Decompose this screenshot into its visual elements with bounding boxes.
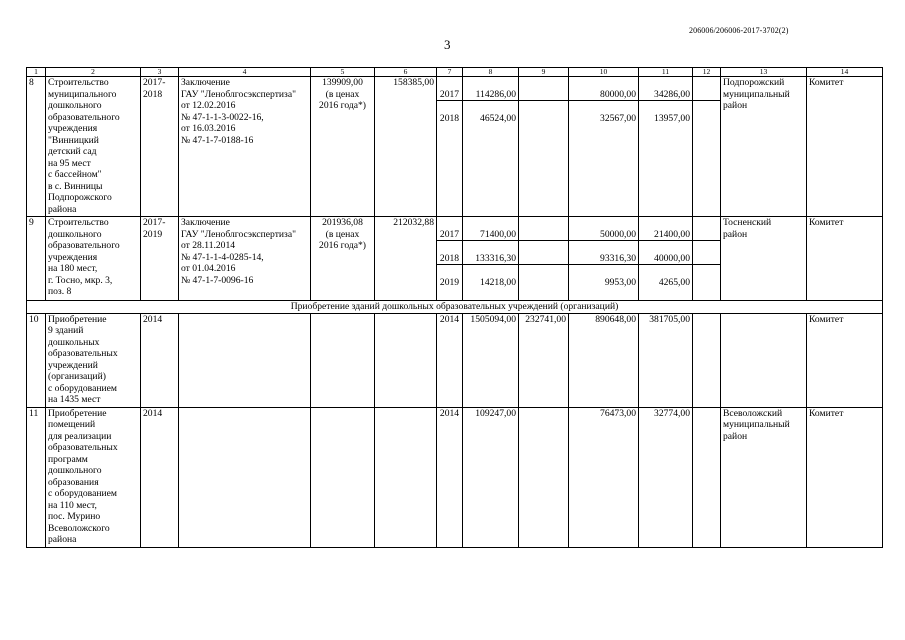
district: Тосненский район — [721, 217, 807, 301]
column-number: 2 — [46, 68, 141, 77]
col6-value: 158385,00 — [375, 77, 437, 217]
period: 2017- 2019 — [141, 217, 179, 301]
page-number: 3 — [444, 37, 451, 52]
row-number: 8 — [27, 77, 46, 217]
value — [693, 113, 720, 125]
value — [519, 277, 568, 289]
period: 2014 — [141, 407, 179, 547]
year: 2019 — [439, 276, 460, 288]
district: Подпорожский муниципальный район — [721, 77, 807, 217]
column-number: 1 — [27, 68, 46, 77]
value — [693, 253, 720, 266]
col6-value — [375, 407, 437, 547]
district: Всеволожский муниципальный район — [721, 407, 807, 547]
table-row — [27, 407, 883, 547]
estimated-cost — [311, 313, 375, 407]
col10-values — [569, 217, 639, 301]
value: 93316,30 — [569, 253, 638, 266]
column-number: 13 — [721, 68, 807, 77]
column-number: 14 — [807, 68, 883, 77]
column-number-row — [27, 68, 883, 77]
col12-value — [693, 313, 721, 407]
responsible: Комитет — [807, 217, 883, 301]
value: 32567,00 — [600, 112, 636, 124]
col12-values — [693, 77, 721, 217]
column-number: 8 — [463, 68, 519, 77]
year: 2018 — [439, 112, 460, 124]
section-title: Приобретение зданий дошкольных образовательных учреждений (организаций) — [27, 300, 883, 313]
col10-value: 76473,00 — [569, 407, 639, 547]
value — [519, 229, 568, 242]
column-number: 7 — [437, 68, 463, 77]
value — [693, 229, 720, 242]
value: 71400,00 — [463, 229, 518, 242]
value — [519, 89, 568, 102]
value: 13957,00 — [654, 112, 690, 124]
value: 50000,00 — [569, 229, 638, 242]
column-number: 9 — [519, 68, 569, 77]
document-code: 206006/206006-2017-3702(2) — [689, 26, 789, 35]
years — [437, 77, 463, 217]
expertise-conclusion — [179, 407, 311, 547]
year: 2018 — [437, 253, 462, 266]
value: 114286,00 — [463, 89, 518, 102]
col12-values — [693, 217, 721, 301]
column-number: 3 — [141, 68, 179, 77]
col6-value: 212032,88 — [375, 217, 437, 301]
col10-value: 890648,00 — [569, 313, 639, 407]
value: 4265,00 — [658, 276, 690, 288]
col8-values — [463, 77, 519, 217]
estimated-cost: 201936,08 (в ценах 2016 года*) — [311, 217, 375, 301]
table-row — [27, 313, 883, 407]
years — [437, 217, 463, 301]
object-name: Приобретение 9 зданий дошкольных образовательных учреждений (организаций) с оборудованием на 1435 мест — [46, 313, 141, 407]
value — [519, 113, 568, 125]
column-number: 12 — [693, 68, 721, 77]
col10-values — [569, 77, 639, 217]
expertise-conclusion — [179, 313, 311, 407]
responsible: Комитет — [807, 407, 883, 547]
col9-values — [519, 77, 569, 217]
year: 2014 — [437, 313, 463, 407]
expertise-conclusion: Заключение ГАУ "Леноблгосэкспертиза" от 28.11.2014 № 47-1-1-4-0285-14, от 01.04.2016 № 47-1-7-0096-16 — [179, 217, 311, 301]
table-row — [27, 217, 883, 301]
object-name: Строительство дошкольного образовательного учреждения на 180 мест, г. Тосно, мкр. 3, поз. 8 — [46, 217, 141, 301]
col9-value: 232741,00 — [519, 313, 569, 407]
col6-value — [375, 313, 437, 407]
row-number: 9 — [27, 217, 46, 301]
value: 14218,00 — [480, 276, 516, 288]
row-number: 11 — [27, 407, 46, 547]
value — [693, 277, 720, 289]
col9-value — [519, 407, 569, 547]
value: 34286,00 — [639, 89, 692, 102]
col12-value — [693, 407, 721, 547]
period: 2014 — [141, 313, 179, 407]
object-name: Строительство муниципального дошкольного образовательного учреждения "Винницкий детский сад на 95 мест с бассейном" в с. Винницы Подпорожского района — [46, 77, 141, 217]
col8-values — [463, 217, 519, 301]
year: 2017 — [437, 89, 462, 102]
period: 2017- 2018 — [141, 77, 179, 217]
column-number: 4 — [179, 68, 311, 77]
value: 21400,00 — [639, 229, 692, 242]
year: 2017 — [437, 229, 462, 242]
col8-value: 109247,00 — [463, 407, 519, 547]
value — [693, 89, 720, 102]
col9-values — [519, 217, 569, 301]
column-number: 10 — [569, 68, 639, 77]
responsible: Комитет — [807, 77, 883, 217]
value: 9953,00 — [604, 276, 636, 288]
column-number: 5 — [311, 68, 375, 77]
value: 46524,00 — [480, 112, 516, 124]
col11-value: 381705,00 — [639, 313, 693, 407]
col11-value: 32774,00 — [639, 407, 693, 547]
value — [519, 253, 568, 266]
col8-value: 1505094,00 — [463, 313, 519, 407]
value: 40000,00 — [639, 253, 692, 266]
row-number: 10 — [27, 313, 46, 407]
table-row — [27, 77, 883, 217]
program-table — [26, 67, 883, 548]
section-row — [27, 300, 883, 313]
col11-values — [639, 77, 693, 217]
responsible: Комитет — [807, 313, 883, 407]
estimated-cost: 139909,00 (в ценах 2016 года*) — [311, 77, 375, 217]
column-number: 11 — [639, 68, 693, 77]
col11-values — [639, 217, 693, 301]
column-number: 6 — [375, 68, 437, 77]
district — [721, 313, 807, 407]
value: 133316,30 — [463, 253, 518, 266]
expertise-conclusion: Заключение ГАУ "Леноблгосэкспертиза" от 12.02.2016 № 47-1-1-3-0022-16, от 16.03.2016 № 47-1-7-0188-16 — [179, 77, 311, 217]
year: 2014 — [437, 407, 463, 547]
value: 80000,00 — [569, 89, 638, 102]
estimated-cost — [311, 407, 375, 547]
object-name: Приобретение помещений для реализации образовательных программ дошкольного образования с оборудованием на 110 мест, пос. Мурино Всеволожского района — [46, 407, 141, 547]
